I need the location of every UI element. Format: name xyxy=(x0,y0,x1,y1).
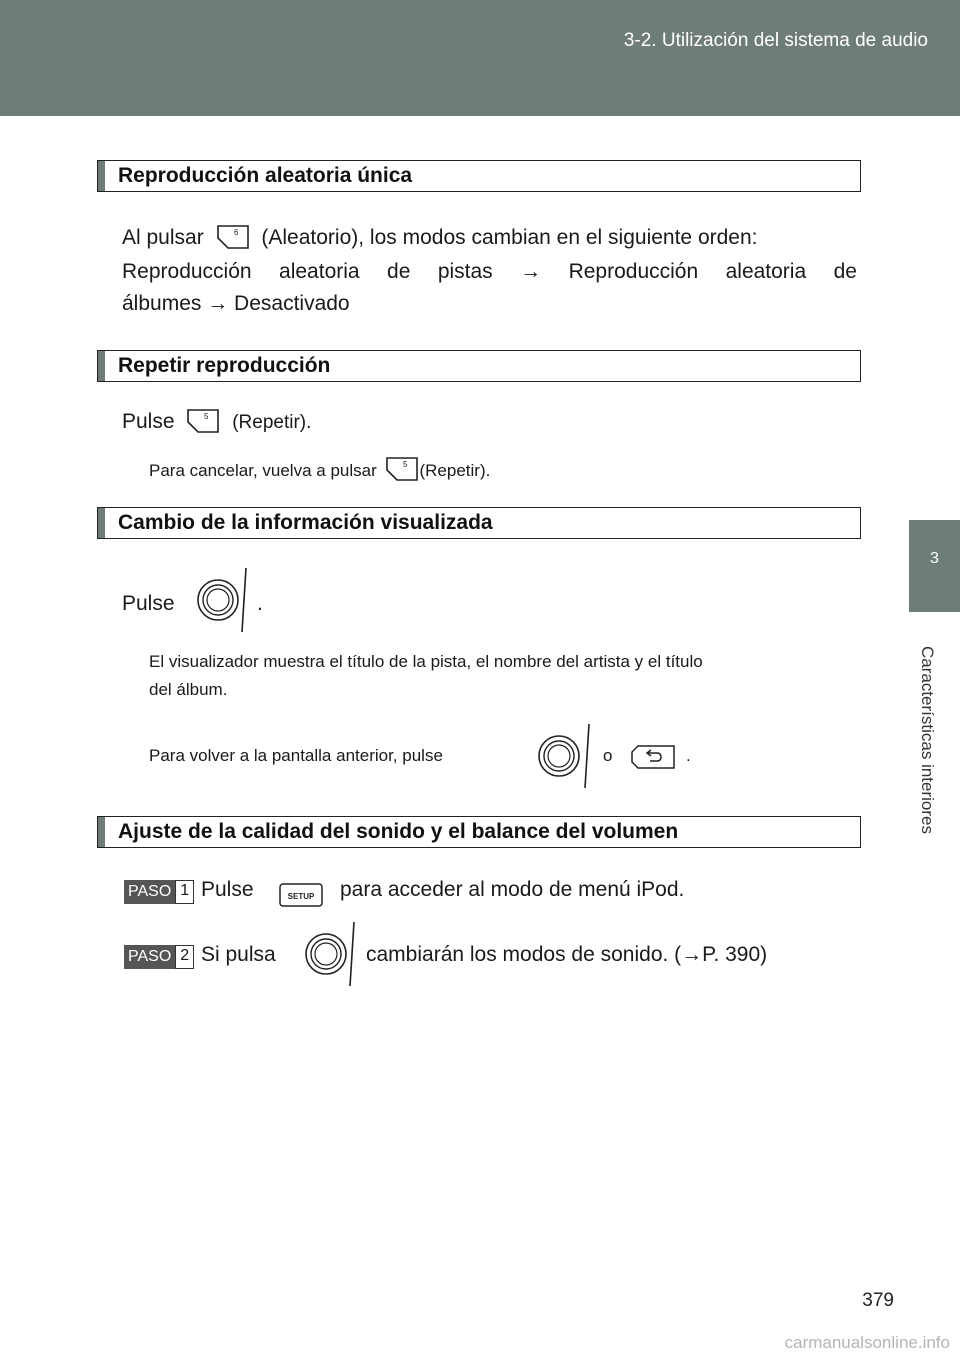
section-header: 3-2. Utilización del sistema de audio xyxy=(623,30,928,51)
section-heading-display xyxy=(97,507,861,539)
chapter-number: 3 xyxy=(930,550,939,567)
random-order-line2: álbumes → Desactivado xyxy=(122,292,350,315)
page-number: 379 xyxy=(862,1290,894,1311)
random-order-line: Reproducción aleatoria de pistas → Reproducción aleatoria de xyxy=(122,260,857,283)
heading-text: Cambio de la información visualizada xyxy=(118,511,493,534)
svg-text:6: 6 xyxy=(233,228,238,237)
step2-text-a: Si pulsa xyxy=(201,943,276,966)
heading-text: Repetir reproducción xyxy=(118,354,331,377)
section-heading-random xyxy=(97,160,861,192)
svg-text:5: 5 xyxy=(403,460,408,469)
text: Para cancelar, vuelva a pulsar xyxy=(149,461,377,480)
step-badge-1 xyxy=(124,880,194,904)
step-label: PASO xyxy=(124,880,175,904)
text: (Aleatorio), los modos cambian en el siguiente orden: xyxy=(261,226,758,249)
text: Pulse xyxy=(122,592,175,615)
setup-button-icon xyxy=(278,882,324,908)
display-note2: Para volver a la pantalla anterior, pulse xyxy=(149,746,443,765)
display-instruction xyxy=(122,592,175,616)
display-note2-period: . xyxy=(686,746,691,765)
text: (Repetir). xyxy=(419,461,491,480)
display-note1-line2: del álbum. xyxy=(149,680,228,699)
step2-text-b: cambiarán los modos de sonido. (→P. 390) xyxy=(366,943,768,966)
step1-text-b: para acceder al modo de menú iPod. xyxy=(340,878,685,901)
svg-text:5: 5 xyxy=(204,412,209,421)
setup-key-label: SETUP xyxy=(287,892,315,901)
random-instruction xyxy=(122,224,758,250)
step-number: 1 xyxy=(175,880,194,904)
text: (Repetir). xyxy=(232,412,312,433)
section-heading-repeat xyxy=(97,350,861,382)
key-5-icon xyxy=(385,456,419,482)
key-6-icon xyxy=(216,224,250,250)
display-period: . xyxy=(257,592,263,615)
display-note1: El visualizador muestra el título de la pista, el nombre del artista y el título xyxy=(149,652,703,671)
heading-text: Ajuste de la calidad del sonido y el balance del volumen xyxy=(118,820,679,843)
step-badge-2 xyxy=(124,945,194,969)
watermark: carmanualsonline.info xyxy=(784,1333,950,1352)
step-label: PASO xyxy=(124,945,175,969)
step1-text-a: Pulse xyxy=(201,878,254,901)
heading-text: Reproducción aleatoria única xyxy=(118,164,413,187)
display-note2-or: o xyxy=(603,746,613,765)
tune-knob-icon xyxy=(298,920,362,988)
step-number: 2 xyxy=(175,945,194,969)
chapter-title: Características interiores xyxy=(918,645,937,834)
repeat-note xyxy=(149,456,490,482)
text: Al pulsar xyxy=(122,226,204,249)
key-5-icon xyxy=(186,408,220,434)
back-button-icon xyxy=(630,744,676,770)
tune-knob-icon xyxy=(537,722,601,790)
tune-knob-icon xyxy=(196,566,260,634)
repeat-instruction xyxy=(122,408,311,434)
section-heading-sound xyxy=(97,816,861,848)
header-band xyxy=(0,0,960,116)
text: Pulse xyxy=(122,410,175,433)
